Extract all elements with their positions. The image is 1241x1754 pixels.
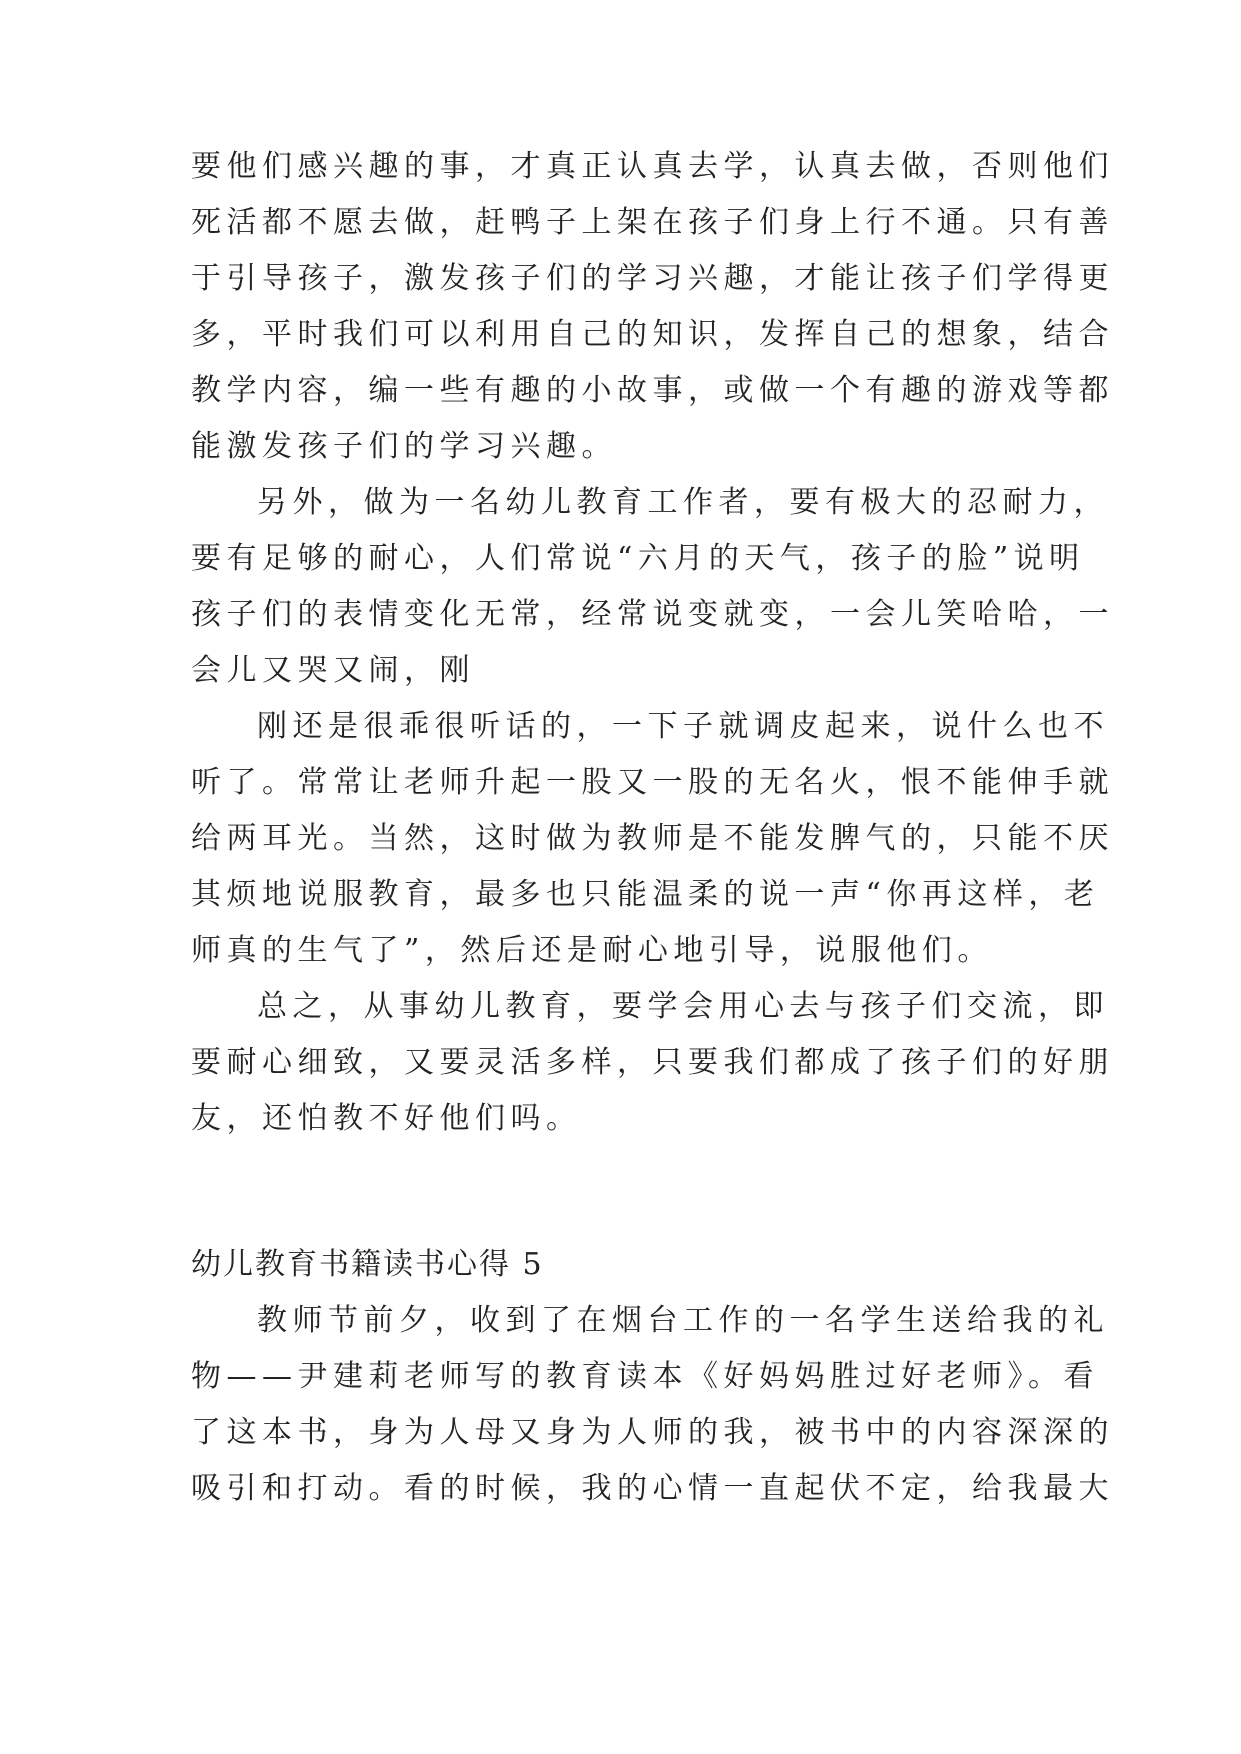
paragraph-1-line-4: 多，平时我们可以利用自己的知识，发挥自己的想象，结合 (191, 317, 1114, 352)
section-paragraph-line-2: 物——尹建莉老师写的教育读本《好妈妈胜过好老师》。看 (191, 1359, 1099, 1394)
section-paragraph-line-4: 吸引和打动。看的时候，我的心情一直起伏不定，给我最大 (191, 1471, 1114, 1506)
paragraph-3-line-1: 刚还是很乖很听话的，一下子就调皮起来，说什么也不 (257, 709, 1109, 744)
paragraph-1-line-3: 于引导孩子，激发孩子们的学习兴趣，才能让孩子们学得更 (191, 261, 1114, 296)
paragraph-2-line-3: 孩子们的表情变化无常，经常说变就变，一会儿笑哈哈，一 (191, 597, 1114, 632)
paragraph-1-line-1: 要他们感兴趣的事，才真正认真去学，认真去做，否则他们 (191, 149, 1114, 184)
paragraph-1-line-5: 教学内容，编一些有趣的小故事，或做一个有趣的游戏等都 (191, 373, 1114, 408)
paragraph-2-line-1: 另外，做为一名幼儿教育工作者，要有极大的忍耐力， (257, 485, 1109, 520)
paragraph-4-line-3: 友，还怕教不好他们吗。 (191, 1101, 582, 1136)
paragraph-3-line-3: 给两耳光。当然，这时做为教师是不能发脾气的，只能不厌 (191, 821, 1114, 856)
paragraph-1-line-2: 死活都不愿去做，赶鸭子上架在孩子们身上行不通。只有善 (191, 205, 1114, 240)
paragraph-3-line-5: 师真的生气了”，然后还是耐心地引导，说服他们。 (191, 933, 993, 968)
paragraph-2-line-2: 要有足够的耐心，人们常说“六月的天气，孩子的脸”说明 (191, 541, 1085, 576)
paragraph-1-line-6: 能激发孩子们的学习兴趣。 (191, 429, 617, 464)
section-paragraph-line-3: 了这本书，身为人母又身为人师的我，被书中的内容深深的 (191, 1415, 1114, 1450)
section-paragraph-line-1: 教师节前夕，收到了在烟台工作的一名学生送给我的礼 (257, 1303, 1109, 1338)
paragraph-2-line-4: 会儿又哭又闹，刚 (191, 653, 475, 688)
paragraph-4-line-2: 要耐心细致，又要灵活多样，只要我们都成了孩子们的好朋 (191, 1045, 1114, 1080)
paragraph-3-line-4: 其烦地说服教育，最多也只能温柔的说一声“你再这样，老 (191, 877, 1100, 912)
paragraph-4-line-1: 总之，从事幼儿教育，要学会用心去与孩子们交流，即 (257, 989, 1109, 1024)
paragraph-3-line-2: 听了。常常让老师升起一股又一股的无名火，恨不能伸手就 (191, 765, 1114, 800)
section-heading: 幼儿教育书籍读书心得 5 (191, 1247, 544, 1282)
